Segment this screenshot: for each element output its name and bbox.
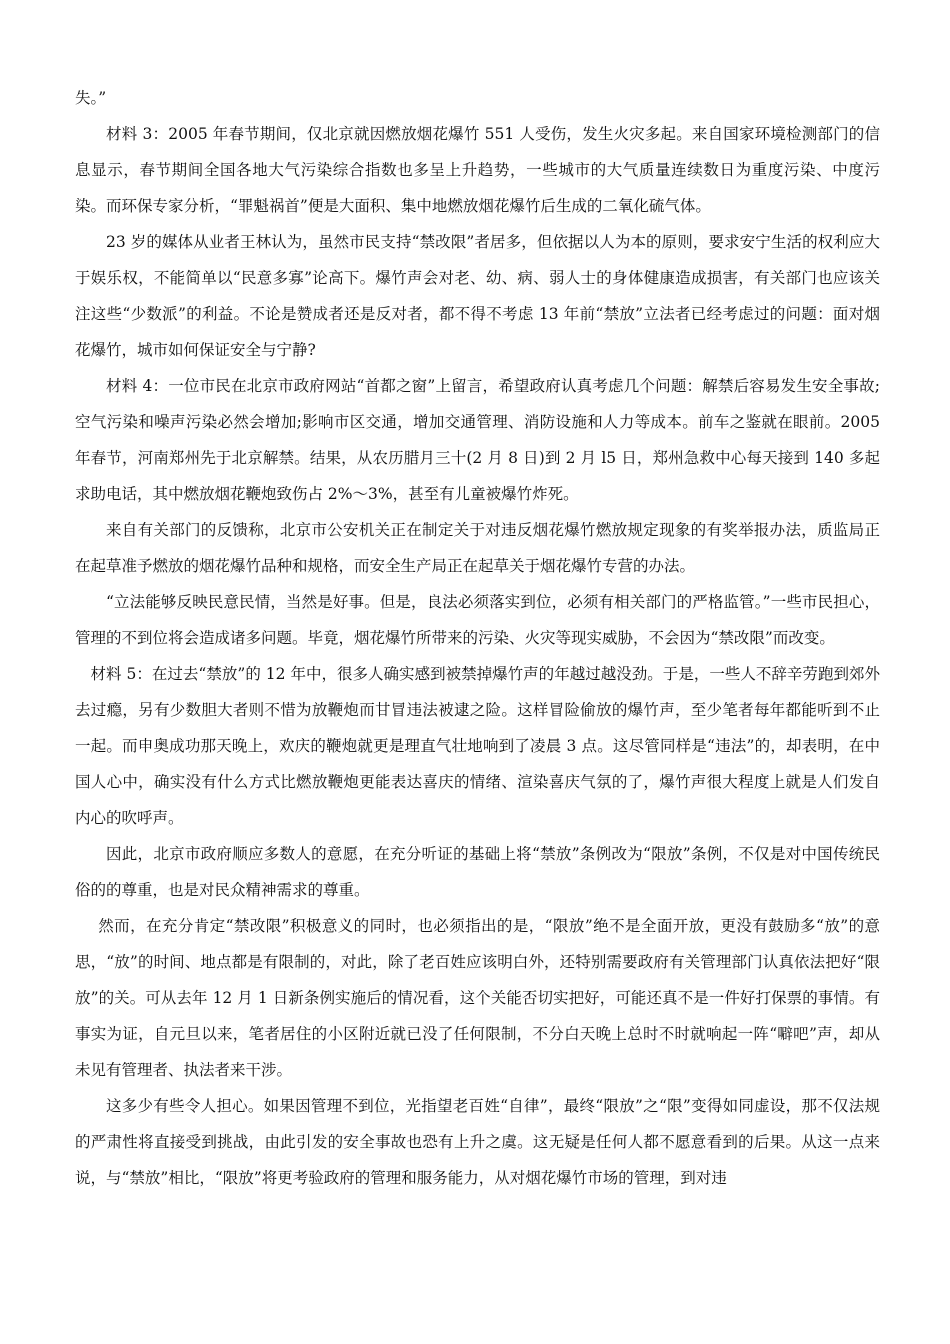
paragraph-material-3 — [75, 116, 880, 224]
material-4-text: ：一位市民在北京市政府网站“首都之窗”上留言，希望政府认真考虑几个问题：解禁后容易发生安全事故;空气污染和噪声污染必然会增加;影响市区交通，增加交通管理、消防设施和人力等成本。前车之鉴就在眼前。2005 年春节，河南郑州先于北京解禁。结果，从农历腊月三十(2 月 8 日)到 2 月 l5 日，郑州急救中心每天接到 140 多起求助电话，其中燃放烟花鞭炮致伤占 2%～3%，甚至有儿童被爆竹炸死。 — [75, 377, 880, 503]
material-5-text: ：在过去“禁放”的 12 年中，很多人确实感到被禁掉爆竹声的年越过越没劲。于是，一些人不辞辛劳跑到郊外去过瘾，另有少数胆大者则不惜为放鞭炮而甘冒违法被逮之险。这样冒险偷放的爆竹声，至少笔者每年都能听到不止一起。而申奥成功那天晚上，欢庆的鞭炮就更是理直气壮地响到了凌晨 3 点。这尽管同样是“违法”的，却表明，在中国人心中，确实没有什么方式比燃放鞭炮更能表达喜庆的情绪、渲染喜庆气氛的了，爆竹声很大程度上就是人们发自内心的吹呼声。 — [75, 665, 880, 827]
paragraph-however: 然而，在充分肯定“禁改限”积极意义的同时，也必须指出的是，“限放”绝不是全面开放，更没有鼓励多“放”的意思，“放”的时间、地点都是有限制的，对此，除了老百姓应该明白外，还特别需要政府有关管理部门认真依法把好“限放”的关。可从去年 12 月 1 日新条例实施后的情况看，这个关能否切实把好，可能还真不是一件好打保票的事情。有事实为证，自元旦以来，笔者居住的小区附近就已没了任何限制，不分白天晚上总时不时就响起一阵“噼吧”声，却从未见有管理者、执法者来干涉。 — [75, 917, 880, 1079]
paragraph-continuation: 失。” — [75, 89, 107, 107]
material-5-label: 材料 5 — [90, 665, 137, 683]
paragraph-material-4 — [75, 368, 880, 512]
paragraph-material-5 — [75, 656, 880, 836]
document-page — [75, 80, 880, 1196]
paragraph-feedback: 来自有关部门的反馈称，北京市公安机关正在制定关于对违反烟花爆竹燃放规定现象的有奖举报办法，质监局正在起草准予燃放的烟花爆竹品种和规格，而安全生产局正在起草关于烟花爆竹专营的办法。 — [75, 521, 880, 575]
paragraph-therefore: 因此，北京市政府顺应多数人的意愿，在充分听证的基础上将“禁放”条例改为“限放”条例，不仅是对中国传统民俗的的尊重，也是对民众精神需求的尊重。 — [75, 845, 880, 899]
paragraph-legislation-quote: “立法能够反映民意民情，当然是好事。但是，良法必须落实到位，必须有相关部门的严格监管。”一些市民担心，管理的不到位将会造成诸多问题。毕竟，烟花爆竹所带来的污染、火灾等现实威胁，不会因为“禁改限”而改变。 — [75, 593, 880, 647]
paragraph-wang-lin: 23 岁的媒体从业者王林认为，虽然市民支持“禁改限”者居多，但依据以人为本的原则，要求安宁生活的权利应大于娱乐权，不能简单以“民意多寡”论高下。爆竹声会对老、幼、病、弱人士的身体健康造成损害，有关部门也应该关注这些“少数派”的利益。不论是赞成者还是反对者，都不得不考虑 13 年前“禁放”立法者已经考虑过的问题：面对烟花爆竹，城市如何保证安全与宁静? — [75, 233, 880, 359]
material-3-label: 材料 3 — [106, 125, 153, 143]
material-4-label: 材料 4 — [106, 377, 153, 395]
paragraph-concern: 这多少有些令人担心。如果因管理不到位，光指望老百姓“自律”，最终“限放”之“限”变得如同虚设，那不仅法规的严肃性将直接受到挑战，由此引发的安全事故也恐有上升之虞。这无疑是任何人都不愿意看到的后果。从这一点来说，与“禁放”相比，“限放”将更考验政府的管理和服务能力，从对烟花爆竹市场的管理，到对违 — [75, 1097, 880, 1187]
material-3-text: ：2005 年春节期间，仅北京就因燃放烟花爆竹 551 人受伤，发生火灾多起。来自国家环境检测部门的信息显示，春节期间全国各地大气污染综合指数也多呈上升趋势，一些城市的大气质量连续数日为重度污染、中度污染。而环保专家分析，“罪魁祸首”便是大面积、集中地燃放烟花爆竹后生成的二氧化硫气体。 — [75, 125, 880, 215]
